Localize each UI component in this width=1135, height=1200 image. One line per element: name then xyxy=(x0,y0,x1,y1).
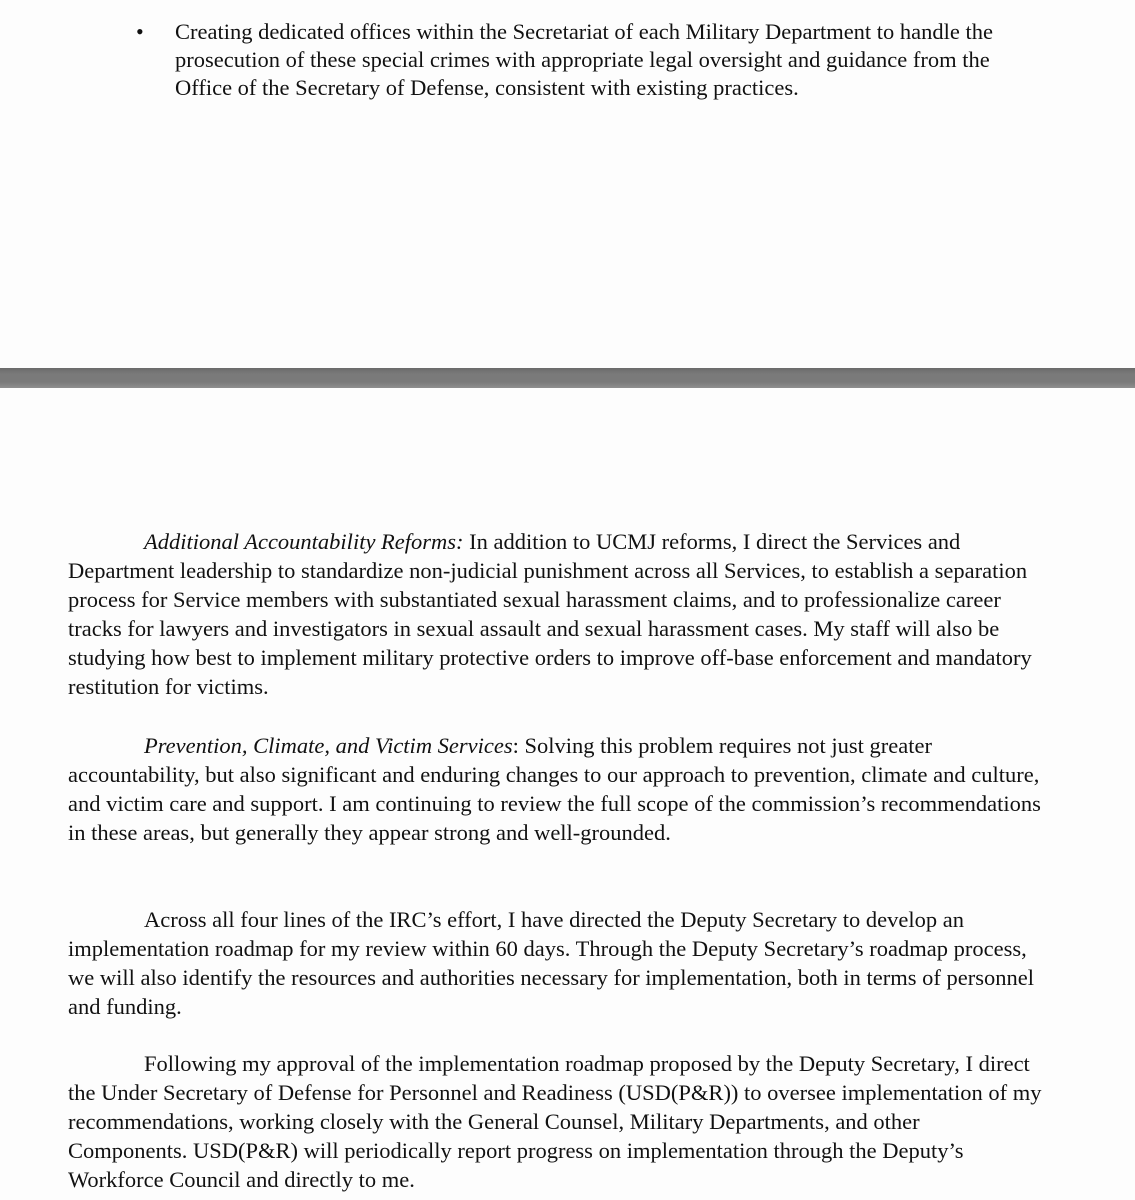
paragraph-body: : Solving this problem requires not just greater accountability, but also significant and enduring changes to our approach to prevention, climate and culture, and victim care and support. I am continuing to review the full scope of the commission’s recommendations in these areas, but generally they appear strong and well-grounded. xyxy=(68,733,1041,845)
paragraph-body: Across all four lines of the IRC’s effort, I have directed the Deputy Secretary to develop an implementation roadmap for my review within 60 days. Through the Deputy Secretary’s roadmap process, we will also identify the resources and authorities necessary for implementation, both in terms of personnel and funding. xyxy=(68,907,1034,1019)
paragraph-lead-heading: Prevention, Climate, and Victim Services xyxy=(144,733,513,758)
bullet-list-item xyxy=(136,18,1016,101)
paragraph-accountability-reforms xyxy=(68,527,1043,701)
paragraph-oversight xyxy=(68,1049,1043,1194)
paragraph-body: Following my approval of the implementation roadmap proposed by the Deputy Secretary, I direct the Under Secretary of Defense for Personnel and Readiness (USD(P&R)) to oversee implementation of my recommendations, working closely with the General Counsel, Military Departments, and other Components. USD(P&R) will periodically report progress on implementation through the Deputy’s Workforce Council and directly to me. xyxy=(68,1051,1042,1192)
page-top-section xyxy=(0,0,1135,368)
page-divider xyxy=(0,368,1135,388)
bullet-point-icon: • xyxy=(136,19,144,44)
bullet-text: Creating dedicated offices within the Secretariat of each Military Department to handle the prosecution of these special crimes with appropriate legal oversight and guidance from the Office of the Secretary of Defense, consistent with existing practices. xyxy=(175,19,994,100)
paragraph-body: In addition to UCMJ reforms, I direct the Services and Department leadership to standardize non-judicial punishment across all Services, to establish a separation process for Service members with substantiated sexual harassment claims, and to professionalize career tracks for lawyers and investigators in sexual assault and sexual harassment cases. My staff will also be studying how best to implement military protective orders to improve off-base enforcement and mandatory restitution for victims. xyxy=(68,529,1032,699)
paragraph-lead-heading: Additional Accountability Reforms: xyxy=(144,529,464,554)
paragraph-implementation-roadmap xyxy=(68,905,1043,1021)
paragraph-prevention-climate xyxy=(68,731,1043,847)
